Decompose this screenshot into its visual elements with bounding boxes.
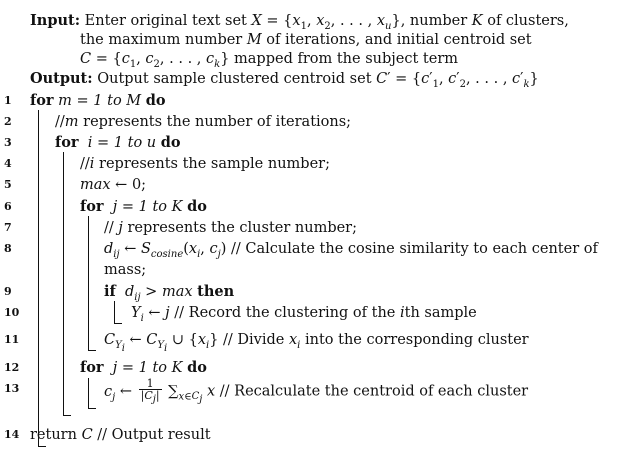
line-number: 5 [4, 178, 12, 191]
algo-line-6: for j = 1 to K do [80, 198, 207, 215]
line-number: 8 [4, 242, 12, 255]
algo-line-11: $C_{Y_i}$ ← $C_{Y_i}$ ∪ $\{x_i\}$ // Divide $x_i$ into the corresponding cluster [104, 332, 529, 354]
output-line: Output: Output sample clustered centroid set $C' = \{c'_1$, $c'_2$, . . . , $c'_k$} [30, 70, 539, 90]
line-number: 13 [4, 382, 20, 395]
algo-line-8: $d_{ij}$ ← $S_{cosine}(x_i$, $c_j$) // Calculate the cosine similarity to each center of [104, 241, 598, 260]
line-number: 14 [4, 428, 20, 441]
block-end-i [63, 415, 71, 416]
algo-line-7: // j represents the cluster number; [104, 220, 357, 236]
line-number: 3 [4, 136, 12, 149]
line-number: 1 [4, 94, 12, 107]
input-line-3: $C = \{c_1$, $c_2$, . . . , $c_k$} mapped from the subject term [80, 51, 458, 70]
algo-line-2: //m represents the number of iterations; [55, 114, 352, 130]
algo-line-1: for m = 1 to M do [30, 92, 166, 109]
algo-line-14: return C // Output result [30, 427, 211, 443]
algo-line-13: $c_j$ ← $\frac{1}{|C_j|}$ $\sum_{x\in C_j}$ x // Recalculate the centroid of each cluster [104, 377, 529, 406]
block-rule-m [38, 110, 39, 446]
input-line-2: the maximum number M of iterations, and initial centroid set [80, 32, 532, 48]
algo-line-9: if $d_{ij} > \max$ then [104, 283, 235, 303]
algo-line-5: max ← 0; [80, 177, 147, 193]
block-rule-if [114, 301, 115, 323]
line-number: 4 [4, 157, 12, 170]
line-number: 7 [4, 221, 12, 234]
line-number: 10 [4, 306, 20, 319]
block-end-m [38, 446, 46, 447]
block-rule-j1 [88, 216, 89, 350]
line-number: 9 [4, 285, 12, 298]
algo-line-3: for i = 1 to u do [55, 134, 181, 151]
block-end-j1 [88, 350, 96, 351]
line-number: 2 [4, 115, 12, 128]
algo-line-12: for j = 1 to K do [80, 359, 207, 376]
block-rule-j2 [88, 378, 89, 408]
block-end-j2 [88, 408, 96, 409]
input-line-1: Input: Enter original text set $X = \{x_1$, $x_2$, . . . , $x_u$}, number K of clusters, [30, 12, 569, 32]
fraction: $\frac{1}{|C_j|}$ [140, 377, 160, 406]
block-rule-i [63, 152, 64, 415]
line-number: 11 [4, 333, 20, 346]
algo-line-10: $Y_i$ ← j // Record the clustering of the ith sample [131, 305, 477, 324]
line-number: 6 [4, 200, 12, 213]
block-end-if [114, 323, 122, 324]
line-number: 12 [4, 361, 20, 374]
algo-line-4: //i represents the sample number; [80, 156, 330, 172]
algo-line-8-cont: mass; [104, 262, 147, 278]
